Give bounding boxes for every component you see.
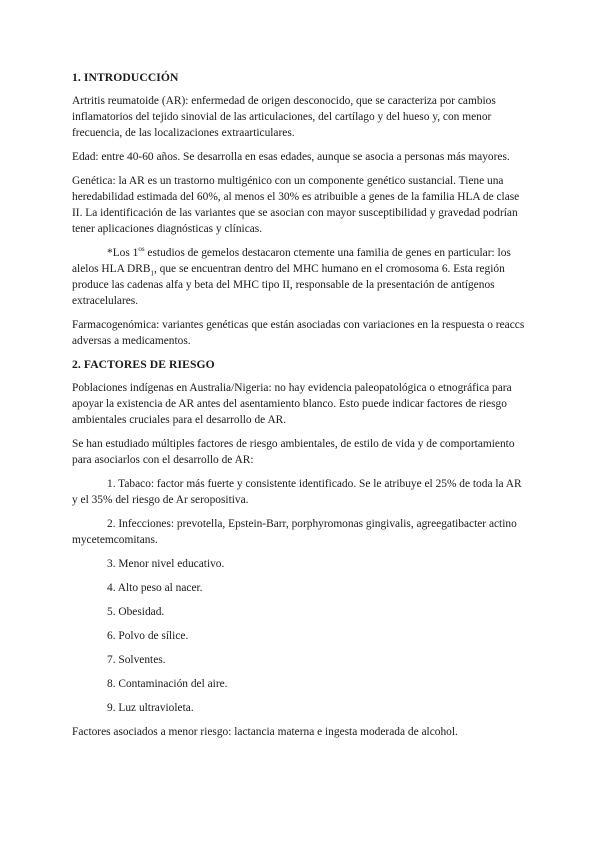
list-item: 1. Tabaco: factor más fuerte y consistente identificado. Se le atribuye el 25% de toda la AR y el 35% del riesgo de Ar seropositiva.	[72, 478, 522, 506]
section-title-introduccion: 1. INTRODUCCIÓN	[72, 71, 179, 84]
list-item: 2. Infecciones: prevotella, Epstein-Barr, porphyromonas gingivalis, agreegatibacter actino mycetemcomitans.	[72, 518, 517, 546]
paragraph-farmacogenomica: Farmacogenómica: variantes genéticas que están asociadas con variaciones en la respuesta o reaccs adversas a medicamentos.	[72, 319, 525, 347]
paragraph-menor-riesgo: Factores asociados a menor riesgo: lactancia materna e ingesta moderada de alcohol.	[72, 726, 458, 738]
estudios-subscript: 1	[150, 269, 154, 278]
paragraph-artritis: Artritis reumatoide (AR): enfermedad de origen desconocido, que se caracteriza por cambios inflamatorios del tejido sinovial de las articulaciones, del cartílago y del hueso y, con menor frecuencia, de las localizaciones extraarticulares.	[72, 95, 496, 139]
paragraph-estudios-gemelos	[72, 245, 530, 309]
list-item: 5. Obesidad.	[107, 606, 165, 618]
list-item: 9. Luz ultravioleta.	[107, 702, 194, 714]
paragraph-poblaciones: Poblaciones indígenas en Australia/Nigeria: no hay evidencia paleopatológica o etnográfica para apoyar la existencia de AR antes del asentamiento blanco. Esto puede indicar factores de riesgo ambientales cruciales para el desarrollo de AR.	[72, 382, 512, 426]
estudios-superscript: os	[138, 245, 145, 254]
estudios-text-a: *Los 1	[107, 247, 139, 259]
list-item: 8. Contaminación del aire.	[107, 678, 228, 690]
list-item: 6. Polvo de sílice.	[107, 630, 189, 642]
list-item: 4. Alto peso al nacer.	[107, 582, 203, 594]
list-item: 3. Menor nivel educativo.	[107, 558, 225, 570]
estudios-text-c: , que se encuentran dentro del MHC humano en el cromosoma 6. Esta región produce las cadenas alfa y beta del MHC tipo II, responsable de la presentación de antígenos extracelulares.	[72, 263, 505, 307]
section-title-factores-riesgo: 2. FACTORES DE RIESGO	[72, 358, 215, 371]
paragraph-estudiado: Se han estudiado múltiples factores de riesgo ambientales, de estilo de vida y de comportamiento para asociarlos con el desarrollo de AR:	[72, 438, 515, 466]
list-item: 7. Solventes.	[107, 654, 166, 666]
estudios-text-b: estudios de gemelos destacaron ctemente una familia de genes en particular: los alelos HLA DRB	[72, 247, 511, 275]
paragraph-edad: Edad: entre 40-60 años. Se desarrolla en esas edades, aunque se asocia a personas más mayores.	[72, 151, 510, 163]
paragraph-genetica: Genética: la AR es un trastorno multigénico con un componente genético sustancial. Tiene una heredabilidad estimada del 60%, al menos el 30% es atribuible a genes de la familia HLA de clase II. La identificación de las variantes que se asocian con mayor susceptibilidad y gravedad podrían tener aplicaciones diagnósticas y clínicas.	[72, 175, 520, 235]
